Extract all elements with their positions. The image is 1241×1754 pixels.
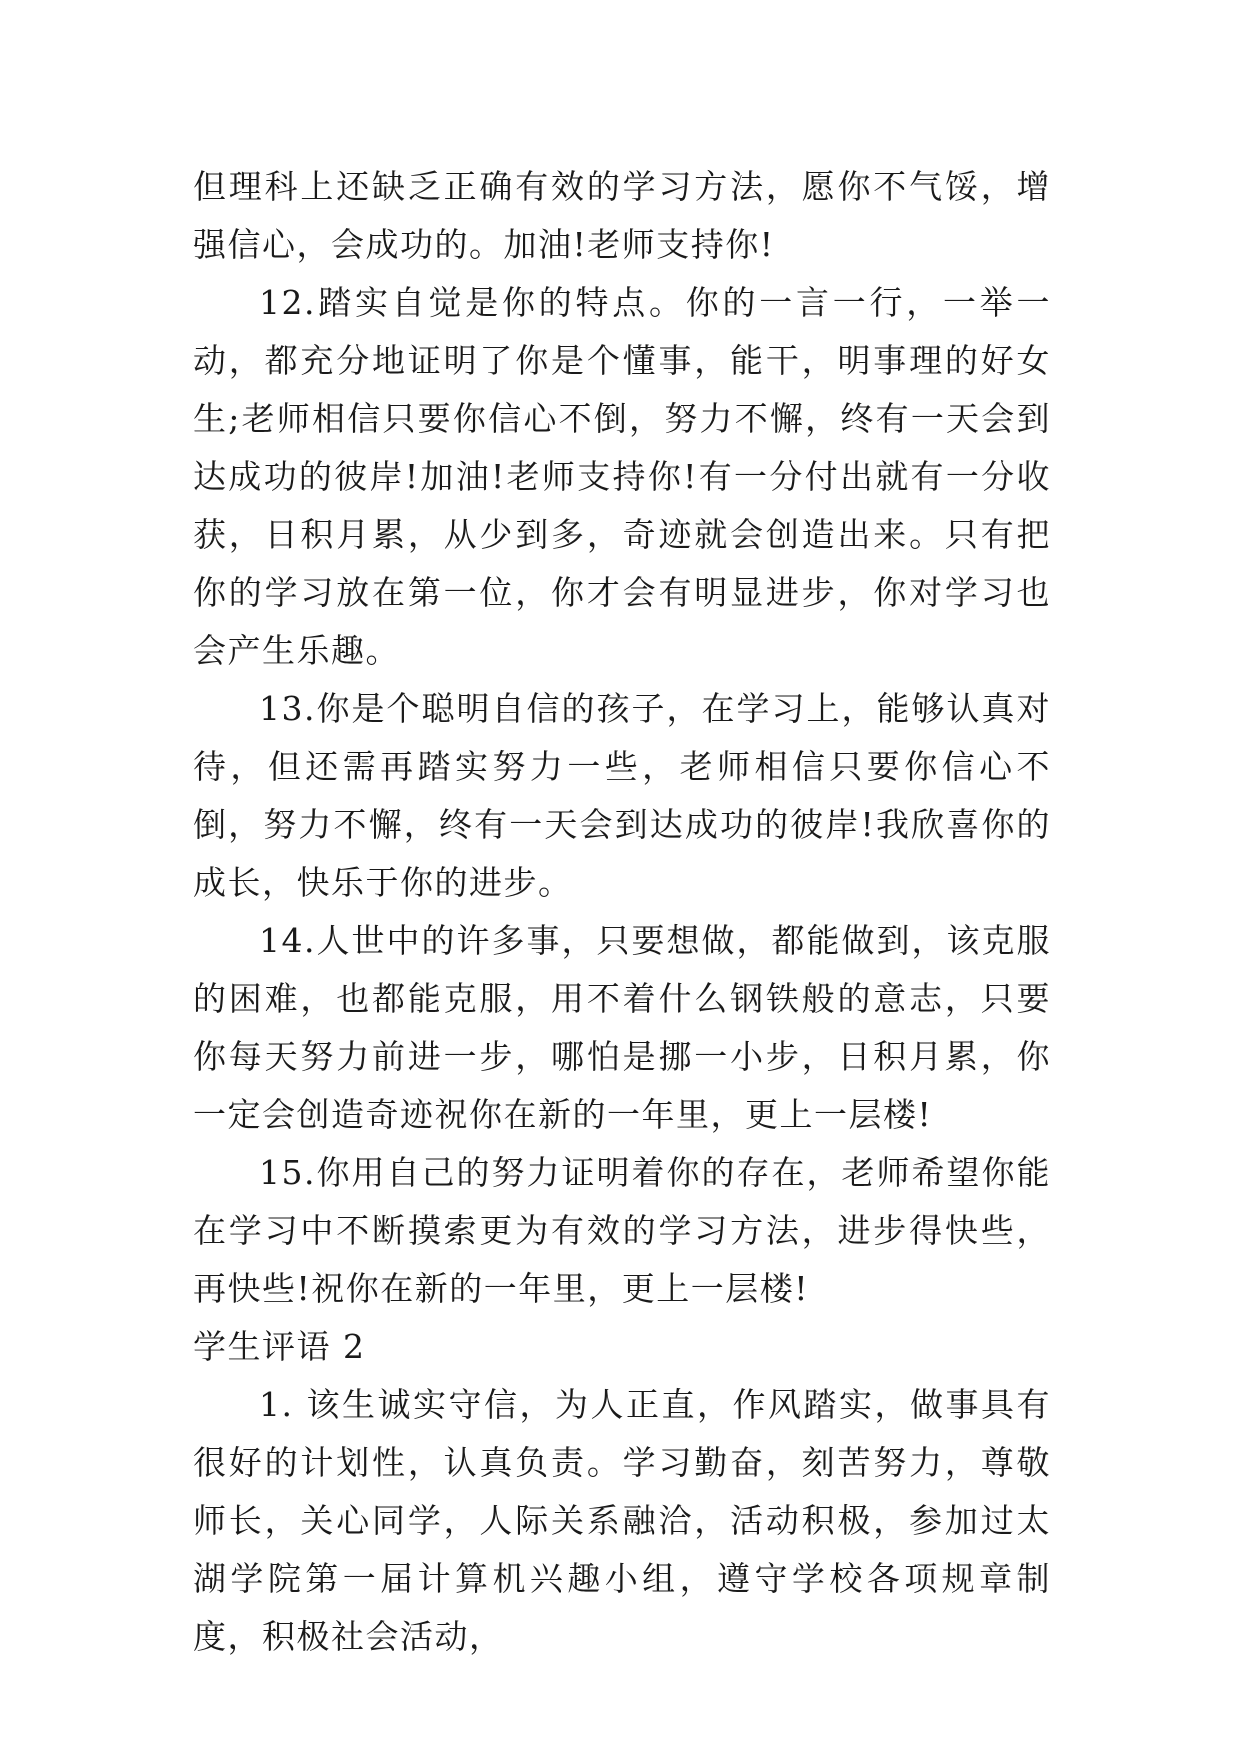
paragraph-item-13: 13.你是个聪明自信的孩子，在学习上，能够认真对待，但还需再踏实努力一些，老师相信只要你信心不倒，努力不懈，终有一天会到达成功的彼岸!我欣喜你的成长，快乐于你的进步。 bbox=[193, 689, 1051, 902]
paragraph-continuation-11: 但理科上还缺乏正确有效的学习方法，愿你不气馁，增强信心，会成功的。加油!老师支持你! bbox=[193, 167, 1051, 264]
paragraph-item-12: 12.踏实自觉是你的特点。你的一言一行，一举一动，都充分地证明了你是个懂事，能干，明事理的好女生;老师相信只要你信心不倒，努力不懈，终有一天会到达成功的彼岸!加油!老师支持你!有一分付出就有一分收获，日积月累，从少到多，奇迹就会创造出来。只有把你的学习放在第一位，你才会有明显进步，你对学习也会产生乐趣。 bbox=[193, 283, 1051, 670]
section-heading: 学生评语 2 bbox=[193, 1327, 366, 1366]
document-body bbox=[193, 158, 1051, 1666]
paragraph-item-14: 14.人世中的许多事，只要想做，都能做到，该克服的困难，也都能克服，用不着什么钢铁般的意志，只要你每天努力前进一步，哪怕是挪一小步，日积月累，你一定会创造奇迹祝你在新的一年里，更上一层楼! bbox=[193, 921, 1051, 1134]
paragraph-section2-item-1: 1. 该生诚实守信，为人正直，作风踏实，做事具有很好的计划性，认真负责。学习勤奋，刻苦努力，尊敬师长，关心同学，人际关系融洽，活动积极，参加过太湖学院第一届计算机兴趣小组，遵守学校各项规章制度，积极社会活动， bbox=[193, 1385, 1051, 1656]
paragraph-item-15: 15.你用自己的努力证明着你的存在，老师希望你能在学习中不断摸索更为有效的学习方法，进步得快些，再快些!祝你在新的一年里，更上一层楼! bbox=[193, 1153, 1051, 1308]
